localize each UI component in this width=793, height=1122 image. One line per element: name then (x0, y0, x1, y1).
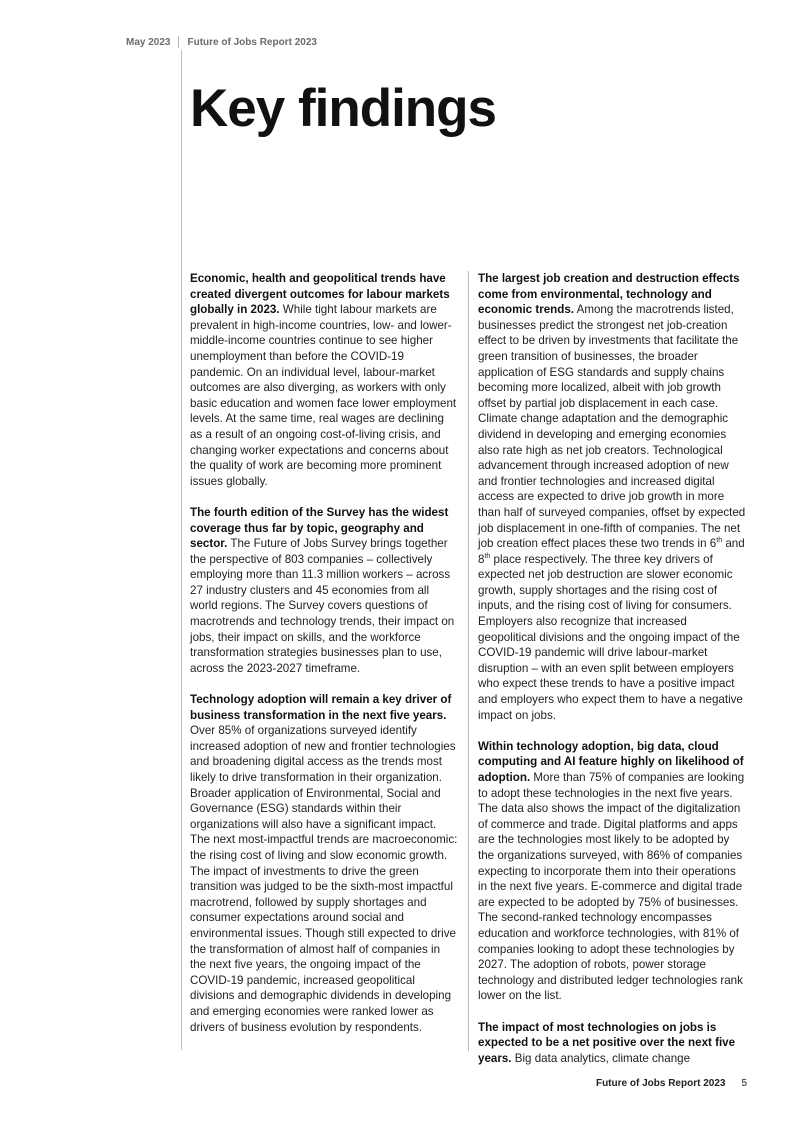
paragraph-body: More than 75% of companies are looking to adopt these technologies in the next five years. The data also shows the impact of the digitalization of commerce and trade. Digital platforms and apps are the technologies most likely to be adopted by the organizations surveyed, with 86% of companies expecting to incorporate them into their operations in the next five years. E-commerce and digital trade are expected to be adopted by 75% of businesses. The second-ranked technology encompasses education and workforce technologies, with 81% of companies looking to adopt these technologies by 2027. The adoption of robots, power storage technology and distributed ledger technologies rank lower on the list. (478, 771, 745, 1003)
paragraph-body: Among the macrotrends listed, businesses predict the strongest net job-creation effect to be driven by investments that facilitate the green transition of businesses, the broader application of ESG standards and supply chains becoming more localized, albeit with job growth offset by partial job displacement in each case. Climate change adaptation and the demographic dividend in developing and emerging economies also rate high as net job creators. Technological advancement through increased adoption of new and frontier technologies and increased digital access are expected to drive job growth in more than half of surveyed companies, offset by expected job displacement in one-fifth of companies. The net job creation effect places these two trends in 6 (478, 303, 746, 551)
paragraph-body: Big data analytics, climate change (511, 1051, 691, 1065)
paragraph-body: place respectively. The three key drivers of expected net job destruction are slower economic growth, supply shortages and the rising cost of inputs, and the rising cost of living for consumers. Employers also recognize that increased geopolitical divisions and the ongoing impact of the COVID-19 pandemic will drive labour-market disruption – with an even split between employers who expect these trends to have a positive impact and employers who expect them to have a negative impact on jobs. (478, 552, 743, 722)
paragraph-lead: Economic, health and geopolitical trends have created divergent outcomes for labour markets globally in 2023. (190, 272, 450, 317)
footer-report-title: Future of Jobs Report 2023 (595, 1078, 726, 1089)
paragraph-lead: The impact of most technologies on jobs is expected to be a net positive over the next five years. (478, 1020, 736, 1065)
paragraph-body: The Future of Jobs Survey brings together the perspective of 803 companies – collectively employing more than 11.3 million workers – across 27 industry clusters and 45 economies from all world regions. The Survey covers questions of macrotrends and technology trends, their impact on jobs, their impact on skills, and the workforce transformation strategies businesses plan to use, across the 2023-2027 timeframe. (190, 537, 455, 675)
header-separator (178, 36, 179, 48)
page-title: Key findings (190, 79, 497, 138)
header-date: May 2023 (126, 36, 171, 48)
paragraph-body: Over 85% of organizations surveyed identify increased adoption of new and frontier technologies and broadening digital access as the trends most likely to drive transformation in their organization. Broader application of Environmental, Social and Governance (ESG) standards within their organizations will also have a significant impact. The next most-impactful trends are macroeconomic: the rising cost of living and slow economic growth. The impact of investments to drive the green transition was judged to be the sixth-most impactful macrotrend, followed by supply shortages and consumer expectations around social and environmental issues. Though still expected to drive the transformation of almost half of companies in the next five years, the ongoing impact of the COVID-19 pandemic, increased geopolitical divisions and demographic dividends in developing and emerging economies were ranked lower as drivers of business evolution by respondents. (190, 724, 458, 1034)
left-column (190, 271, 458, 1051)
paragraph (478, 739, 746, 1004)
paragraph (478, 1020, 746, 1067)
paragraph-body: While tight labour markets are prevalent in high-income countries, low- and lower-middle-income countries continue to see higher unemployment than before the COVID-19 pandemic. On an individual level, labour-market outcomes are also diverging, as workers with only basic education and women face lower employment levels. At the same time, real wages are declining as a result of an ongoing cost-of-living crisis, and changing worker expectations and concerns about the quality of work are becoming more prominent issues globally. (190, 303, 457, 488)
paragraph-lead: The largest job creation and destruction effects come from environmental, technology and economic trends. (478, 272, 740, 317)
paragraph-lead: Technology adoption will remain a key driver of business transformation in the next five years. (190, 693, 452, 722)
header-report-title: Future of Jobs Report 2023 (187, 36, 317, 48)
paragraph (190, 505, 458, 677)
column-divider (468, 271, 469, 1051)
paragraph (190, 271, 458, 489)
paragraph-body: and 8 (478, 537, 745, 566)
paragraph (190, 692, 458, 1035)
superscript: th (716, 537, 723, 545)
superscript: th (484, 552, 491, 560)
paragraph (478, 271, 746, 723)
right-column (478, 271, 746, 1082)
running-header (126, 36, 317, 48)
vertical-rule (181, 50, 182, 1050)
page-number: 5 (741, 1078, 747, 1089)
paragraph-lead: The fourth edition of the Survey has the widest coverage thus far by topic, geography and sector. (190, 505, 449, 551)
paragraph-lead: Within technology adoption, big data, cloud computing and AI feature highly on likelihood of adoption. (478, 739, 744, 784)
page-footer (596, 1078, 747, 1089)
